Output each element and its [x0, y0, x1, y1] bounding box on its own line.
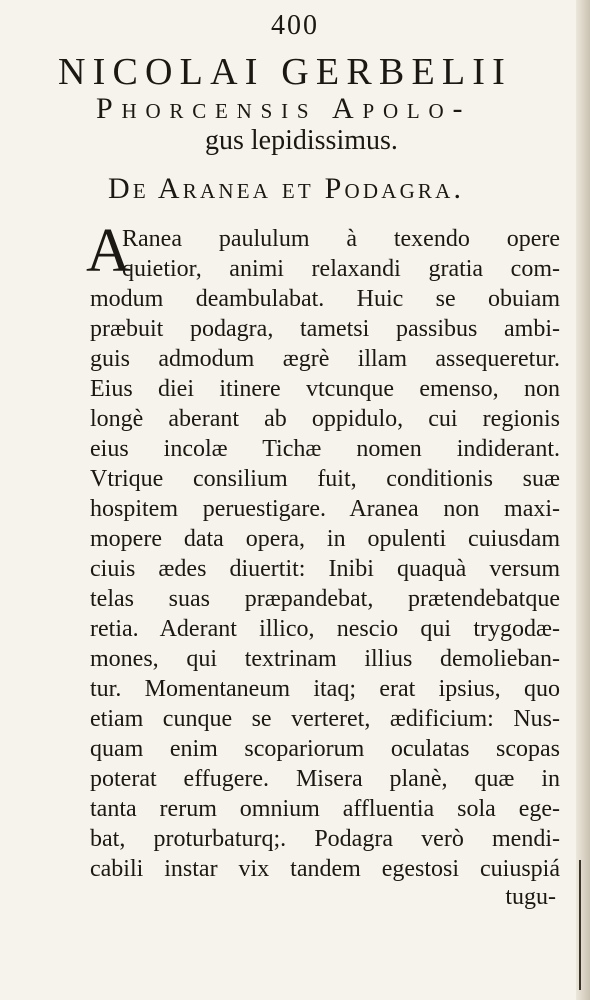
text-line: tanta rerum omnium affluentia sola ege- — [90, 796, 560, 822]
drop-cap: A — [86, 217, 131, 285]
text-line: guis admodum ægrè illam assequeretur. — [90, 346, 560, 372]
text-line: præbuit podagra, tametsi passibus ambi- — [90, 316, 560, 342]
text-line: poterat effugere. Misera planè, quæ in — [90, 766, 560, 792]
heading-subtitle-continued: gus lepidissimus. — [205, 125, 398, 156]
text-line: longè aberant ab oppidulo, cui regionis — [90, 406, 560, 432]
text-line: ciuis ædes diuertit: Inibi quaquà versum — [90, 556, 560, 582]
text-line: eius incolæ Tichæ nomen indiderant. — [90, 436, 560, 462]
text-line: Ranea paululum à texendo opere — [122, 226, 560, 252]
text-line: quam enim scopariorum oculatas scopas — [90, 736, 560, 762]
text-line: retia. Aderant illico, nescio qui trygodæ- — [90, 616, 560, 642]
text-line: quietior, animi relaxandi gratia com- — [122, 256, 560, 282]
text-line: tur. Momentaneum itaq; erat ipsius, quo — [90, 676, 560, 702]
text-line: bat, proturbaturq;. Podagra verò mendi- — [90, 826, 560, 852]
text-line: Vtrique consilium fuit, conditionis suæ — [90, 466, 560, 492]
text-line: mones, qui textrinam illius demolieban- — [90, 646, 560, 672]
page-number: 400 — [271, 10, 319, 41]
text-line: etiam cunque se verteret, ædificium: Nus- — [90, 706, 560, 732]
text-line: telas suas præpandebat, prætendebatque — [90, 586, 560, 612]
heading-subtitle: Phorcensis Apolo- — [96, 92, 472, 125]
section-title: De Aranea et Podagra. — [108, 172, 465, 205]
catchword: tugu- — [505, 884, 556, 910]
text-line: Eius diei itinere vtcunque emenso, non — [90, 376, 560, 402]
text-line: modum deambulabat. Huic se obuiam — [90, 286, 560, 312]
heading-author: NICOLAI GERBELII — [58, 51, 512, 93]
page-edge-mark — [579, 860, 581, 990]
text-line: hospitem peruestigare. Aranea non maxi- — [90, 496, 560, 522]
text-line: cabili instar vix tandem egestosi cuiuspiá — [90, 856, 560, 882]
text-line: mopere data opera, in opulenti cuiusdam — [90, 526, 560, 552]
